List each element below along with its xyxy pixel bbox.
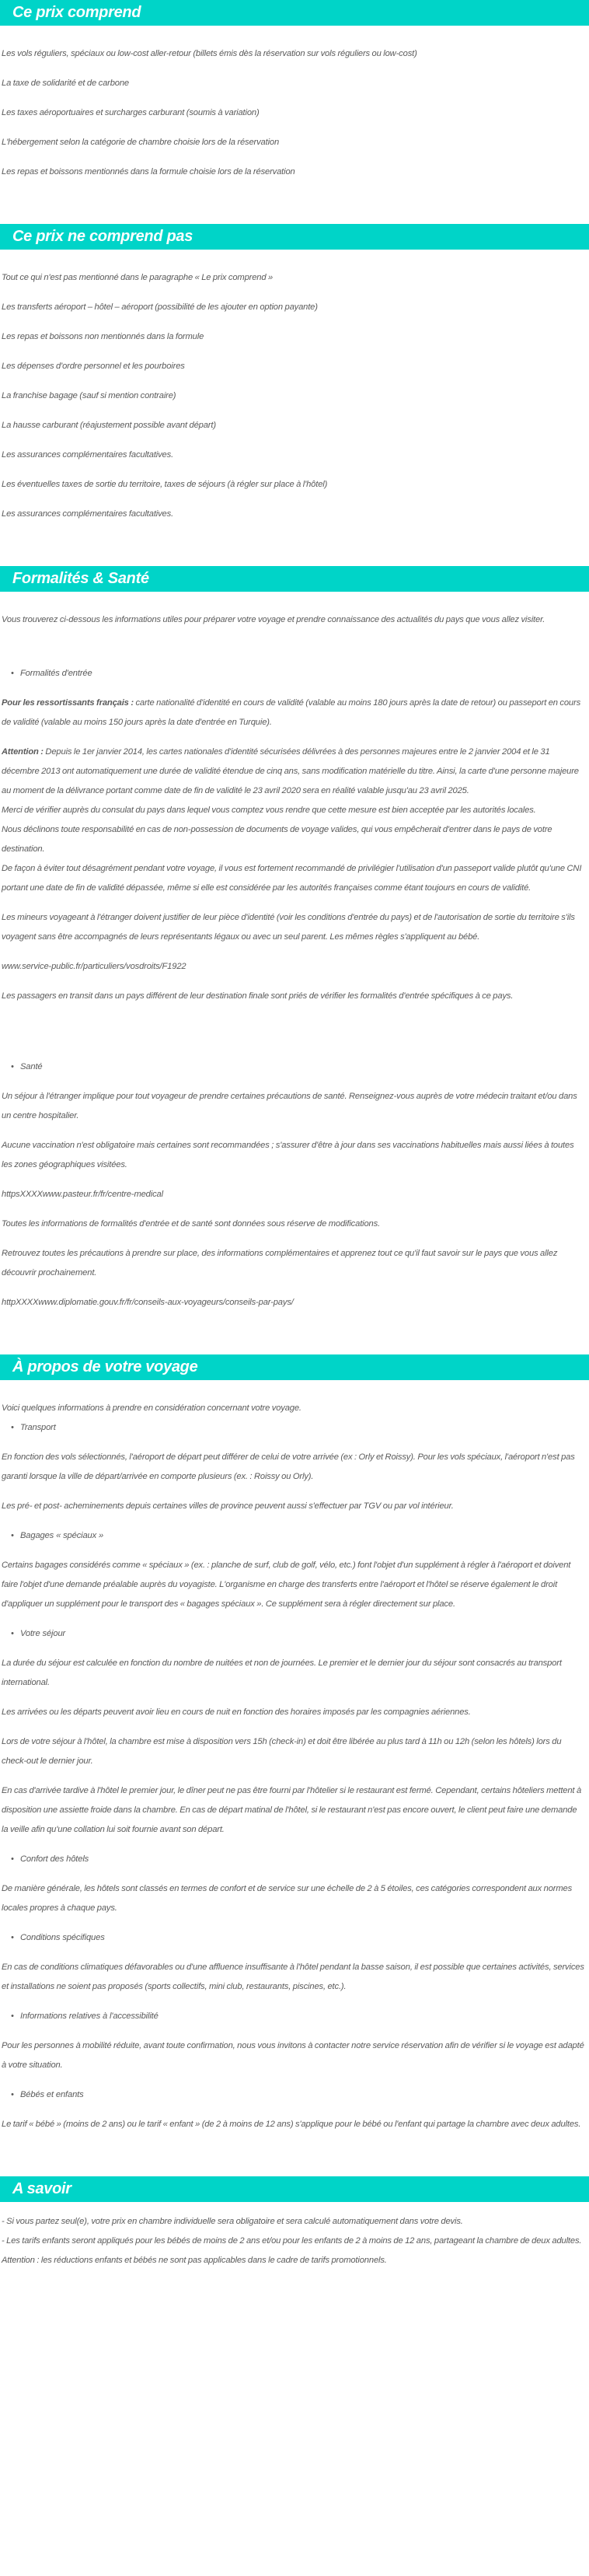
section-formalites-sante [0,566,589,1312]
bullet-label: Conditions spécifiques [20,1933,105,1942]
excluded-item: Les éventuelles taxes de sortie du territoire, taxes de séjours (à régler sur place à l'hôtel) [2,480,328,489]
bullet-label: Bébés et enfants [20,2090,84,2099]
section-header-formalites-sante: Formalités & Santé [0,566,589,592]
sejour-paragraph-1: La durée du séjour est calculée en fonction du nombre de nuitées et non de journées. Le premier et le dernier jour du séjour sont consacrés au transport international. [2,1658,562,1687]
excluded-item: Les repas et boissons non mentionnés dans la formule [2,332,204,341]
verifier-consulat-paragraph: Merci de vérifier auprès du consulat du pays dans lequel vous comptez vous rendre que cette mesure est bien acceptée par les autorités locales. [2,806,536,815]
section-body-ce-prix-ne-comprend-pas [0,250,589,524]
bullet-dot-icon: • [11,1933,14,1942]
sante-retrouvez-paragraph: Retrouvez toutes les précautions à prendre sur place, des informations complémentaires et apprenez tout ce qu'il faut savoir sur le pays que vous allez découvrir prochainement. [2,1249,558,1278]
bullet-label: Bagages « spéciaux » [20,1531,104,1540]
sejour-paragraph-4: En cas d'arrivée tardive à l'hôtel le premier jour, le dîner peut ne pas être fourni par l'hôtelier si le restaurant est fermé. Cependant, certains hôteliers mettent à disposition une assiette froide dans la chambre. En cas de départ matinal de l'hôtel, si le restaurant n'est pas encore ouvert, le client peut faire une demande la veille afin qu'une collation lui soit fournie avant son départ. [2,1786,582,1834]
excluded-item: Les transferts aéroport – hôtel – aéroport (possibilité de les ajouter en option payante) [2,302,318,312]
included-item: La taxe de solidarité et de carbone [2,79,130,88]
mineurs-paragraph: Les mineurs voyageant à l'étranger doivent justifier de leur pièce d'identité (voir les conditions d'entrée du pays) et de l'autorisation de sortie du territoire s'ils voyagent sans être accompagnés de leurs représentants légaux ou avec un seul parent. Les mêmes règles s'appliquent au bébé. [2,913,575,942]
section-body-ce-prix-comprend [0,26,589,182]
section-ce-prix-comprend [0,0,589,182]
bullet-sante [2,1057,584,1077]
section-gap [0,182,589,224]
transport-paragraph-1: En fonction des vols sélectionnés, l'aéroport de départ peut différer de celui de votre arrivée (ex : Orly et Roissy). Pour les vols spéciaux, l'aéroport n'est pas garanti lorsque la ville de départ/arrivée en comporte plusieurs (ex. : Roissy ou Orly). [2,1452,575,1481]
link-pasteur[interactable]: httpsXXXXwww.pasteur.fr/fr/centre-medical [2,1190,163,1199]
formalites-intro: Vous trouverez ci-dessous les informations utiles pour préparer votre voyage et prendre connaissance des actualités du pays que vous allez visiter. [2,615,545,624]
section-header-ce-prix-comprend: Ce prix comprend [0,0,589,26]
excluded-item: Les assurances complémentaires facultatives. [2,450,174,460]
bullet-votre-sejour [2,1624,584,1644]
section-body-formalites-sante [0,592,589,1312]
excluded-item: La franchise bagage (sauf si mention contraire) [2,391,176,400]
ressortissants-francais-paragraph [2,694,584,732]
sante-vaccination-paragraph: Aucune vaccination n'est obligatoire mais certaines sont recommandées ; s'assurer d'être à jour dans ses vaccinations habituelles mais aussi liées à toutes les zones géographiques visitées. [2,1141,574,1169]
attention-text: Depuis le 1er janvier 2014, les cartes nationales d'identité sécurisées délivrées à des personnes majeures entre le 2 janvier 2004 et le 31 décembre 2013 ont automatiquement une durée de validité étendue de cinq ans, sans modification matérielle du titre. Ainsi, la carte d'une personne majeure au moment de la délivrance portant comme date de fin de validité le 23 avril 2020 sera en réalité valable jusqu'au 23 avril 2025. [2,747,579,795]
a-savoir-line: - Si vous partez seul(e), votre prix en chambre individuelle sera obligatoire et sera calculé automatiquement dans votre devis. [2,2217,463,2226]
accessibilite-paragraph-1: Pour les personnes à mobilité réduite, avant toute confirmation, nous vous invitons à contacter notre service réservation afin de vérifier si le voyage est adapté à votre situation. [2,2041,584,2070]
section-a-savoir [0,2176,589,2270]
bullet-label: Informations relatives à l'accessibilité [20,2012,159,2021]
excluded-item: La hausse carburant (réajustement possible avant départ) [2,421,216,430]
included-item: Les vols réguliers, spéciaux ou low-cost aller-retour (billets émis dès la réservation sur vols réguliers ou low-cost) [2,49,417,58]
bullet-dot-icon: • [11,1062,14,1071]
bullet-dot-icon: • [11,2012,14,2021]
excluded-item: Tout ce qui n'est pas mentionné dans le paragraphe « Le prix comprend » [2,273,274,282]
section-header-a-propos-de-votre-voyage: À propos de votre voyage [0,1354,589,1380]
section-ce-prix-ne-comprend-pas [0,224,589,524]
bullet-label: Formalités d'entrée [20,669,92,678]
bullet-label: Transport [20,1423,56,1432]
a-savoir-line: Attention : les réductions enfants et bébés ne sont pas applicables dans le cadre de tarifs promotionnels. [2,2256,387,2265]
bagages-paragraph-1: Certains bagages considérés comme « spéciaux » (ex. : planche de surf, club de golf, vélo, etc.) font l'objet d'un supplément à régler à l'aéroport et doivent faire l'objet d'une demande préalable auprès du voyagiste. L'organisme en charge des transferts entre l'aéroport et l'hôtel se réserve également le droit d'appliquer un supplément pour le transport des « bagages spéciaux ». Ce supplément sera à régler directement sur place. [2,1561,571,1609]
sante-sejour-paragraph: Un séjour à l'étranger implique pour tout voyageur de prendre certaines précautions de santé. Renseignez-vous auprès de votre médecin traitant et/ou dans un centre hospitalier. [2,1092,577,1120]
attention-label: Attention : [2,747,44,757]
bullet-accessibilite [2,2007,584,2026]
bullet-dot-icon: • [11,1531,14,1540]
bullet-dot-icon: • [11,1423,14,1432]
declinons-responsabilite-paragraph: Nous déclinons toute responsabilité en cas de non-possession de documents de voyage valides, qui vous empêcherait d'entrer dans le pays de votre destination. [2,825,552,854]
bebes-paragraph-1: Le tarif « bébé » (moins de 2 ans) ou le tarif « enfant » (de 2 à moins de 12 ans) s'applique pour le bébé ou l'enfant qui partage la chambre avec deux adultes. [2,2120,581,2129]
link-diplomatie[interactable]: httpXXXXwww.diplomatie.gouv.fr/fr/conseils-aux-voyageurs/conseils-par-pays/ [2,1298,294,1307]
bullet-transport [2,1418,584,1438]
section-header-a-savoir: A savoir [0,2176,589,2202]
transit-paragraph: Les passagers en transit dans un pays différent de leur destination finale sont priés de vérifier les formalités d'entrée spécifiques à ce pays. [2,991,514,1001]
included-item: Les taxes aéroportuaires et surcharges carburant (soumis à variation) [2,108,260,117]
included-item: L'hébergement selon la catégorie de chambre choisie lors de la réservation [2,138,280,147]
bullet-label: Votre séjour [20,1629,66,1638]
sejour-paragraph-3: Lors de votre séjour à l'hôtel, la chambre est mise à disposition vers 15h (check-in) et doit être libérée au plus tard à 11h ou 12h (selon les hôtels) lors du check-out le dernier jour. [2,1737,562,1766]
section-header-ce-prix-ne-comprend-pas: Ce prix ne comprend pas [0,224,589,250]
section-gap [0,524,589,566]
confort-paragraph-1: De manière générale, les hôtels sont classés en termes de confort et de service sur une échelle de 2 à 5 étoiles, ces catégories correspondent aux normes locales propres à chaque pays. [2,1884,573,1913]
section-gap [0,1312,589,1354]
sante-reserve-paragraph: Toutes les informations de formalités d'entrée et de santé sont données sous réserve de modifications. [2,1219,381,1229]
section-gap [0,2134,589,2176]
conditions-paragraph-1: En cas de conditions climatiques défavorables ou d'une affluence insuffisante à l'hôtel pendant la basse saison, il est possible que certaines activités, services et installations ne soient pas proposés (sports collectifs, mini club, restaurants, piscines, etc.). [2,1963,584,1991]
bullet-label: Confort des hôtels [20,1854,89,1864]
section-body-a-savoir [0,2202,589,2270]
bullet-dot-icon: • [11,669,14,678]
bullet-label: Santé [20,1062,43,1071]
passeport-valide-paragraph: De façon à éviter tout désagrément pendant votre voyage, il vous est fortement recommandé de privilégier l'utilisation d'un passeport valide plutôt qu'une CNI portant une date de fin de validité dépassée, même si elle est considérée par les autorités françaises comme étant toujours en cours de validité. [2,864,582,893]
voyage-intro: Voici quelques informations à prendre en considération concernant votre voyage. [2,1403,301,1413]
bullet-dot-icon: • [11,2090,14,2099]
included-item: Les repas et boissons mentionnés dans la formule choisie lors de la réservation [2,167,295,177]
transport-paragraph-2: Les pré- et post- acheminements depuis certaines villes de province peuvent aussi s'effectuer par TGV ou par vol intérieur. [2,1501,454,1511]
bullet-conditions-specifiques [2,1928,584,1948]
link-service-public[interactable]: www.service-public.fr/particuliers/vosdroits/F1922 [2,962,186,971]
a-savoir-line: - Les tarifs enfants seront appliqués pour les bébés de moins de 2 ans et/ou pour les enfants de 2 à moins de 12 ans, partageant la chambre de deux adultes. [2,2236,582,2246]
bullet-dot-icon: • [11,1629,14,1638]
bullet-bebes-enfants [2,2085,584,2105]
excluded-item: Les assurances complémentaires facultatives. [2,509,174,519]
bullet-dot-icon: • [11,1854,14,1864]
bullet-bagages-speciaux [2,1526,584,1546]
ressortissants-text: carte nationalité d'identité en cours de validité (valable au moins 180 jours après la date de retour) ou passeport en cours de validité (valable au moins 150 jours après la date d'entrée en Turquie). [2,698,581,727]
bullet-confort-hotels [2,1850,584,1869]
sejour-paragraph-2: Les arrivées ou les départs peuvent avoir lieu en cours de nuit en fonction des horaires imposés par les compagnies aériennes. [2,1707,471,1717]
attention-cni-paragraph [2,743,584,801]
section-a-propos-de-votre-voyage [0,1354,589,2134]
section-body-a-propos-de-votre-voyage [0,1380,589,2134]
excluded-item: Les dépenses d'ordre personnel et les pourboires [2,362,185,371]
ressortissants-label: Pour les ressortissants français : [2,698,134,708]
bullet-formalites-entree [2,664,584,683]
